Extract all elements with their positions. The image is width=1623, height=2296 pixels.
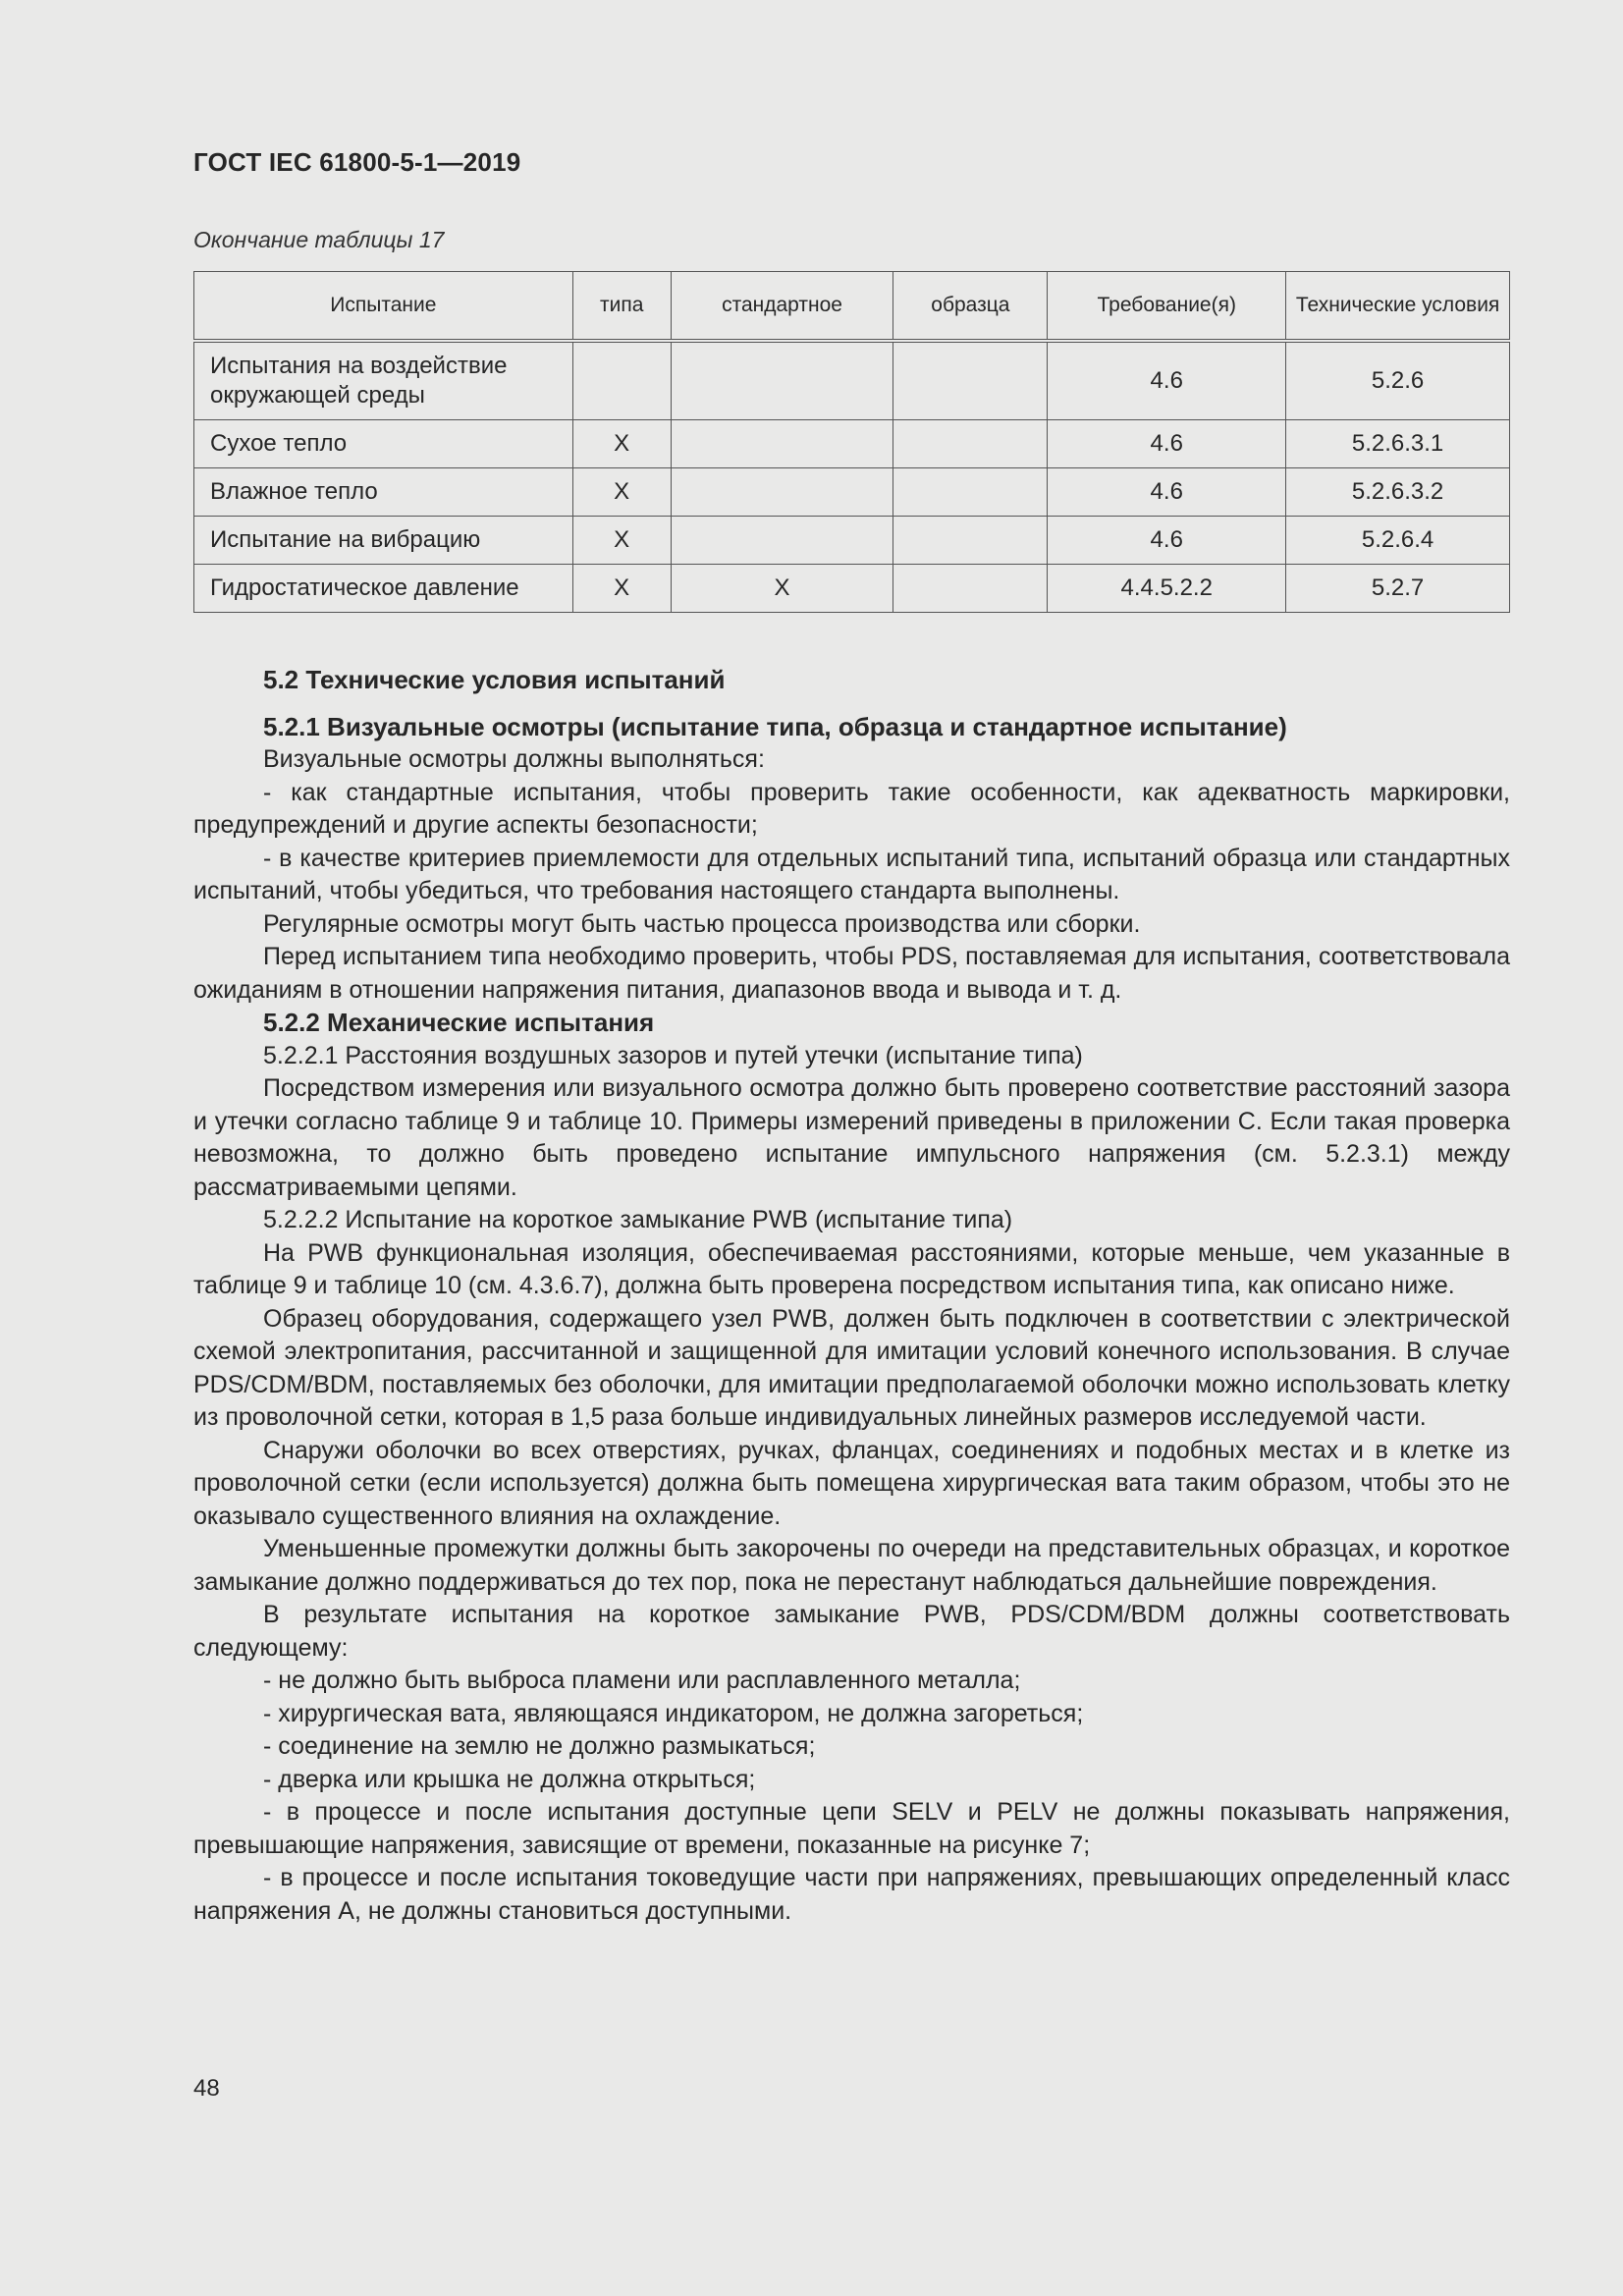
paragraph: Посредством измерения или визуального осмотра должно быть проверено соответствие расстояний зазора и утечки согласно таблице 9 и таблице 10. Примеры измерений приведены в приложении С. Если такая проверка невозможна, то должно быть проведено испытание импульсного напряжения (см. 5.2.3.1) между рассматриваемыми цепями.: [193, 1074, 1510, 1201]
subsection-heading-5-2-2-1: 5.2.2.1 Расстояния воздушных зазоров и путей утечки (испытание типа): [263, 1041, 1083, 1069]
section-heading-5-2: 5.2 Технические условия испытаний: [263, 665, 726, 694]
table-cell: Гидростатическое давление: [194, 565, 573, 613]
table-row: [194, 341, 1510, 420]
list-item: - не должно быть выброса пламени или расплавленного металла;: [263, 1667, 1021, 1694]
table-row: [194, 420, 1510, 468]
table-cell: 5.2.6: [1286, 341, 1510, 420]
column-header-specifications: Технические условия: [1286, 272, 1510, 342]
table-cell: 5.2.6.4: [1286, 517, 1510, 565]
section-heading-5-2-2: 5.2.2 Механические испытания: [263, 1008, 655, 1037]
table-cell: [893, 517, 1048, 565]
table-cell: 4.6: [1048, 341, 1286, 420]
table-cell: 4.4.5.2.2: [1048, 565, 1286, 613]
table-cell: Испытания на воздействие окружающей среды: [194, 341, 573, 420]
table-cell: X: [572, 517, 671, 565]
table-cell: 5.2.7: [1286, 565, 1510, 613]
table-cell: X: [671, 565, 893, 613]
list-item: - хирургическая вата, являющаяся индикатором, не должна загореться;: [263, 1699, 1084, 1727]
column-header-routine: стандартное: [671, 272, 893, 342]
table-row: [194, 565, 1510, 613]
paragraph: Перед испытанием типа необходимо проверить, чтобы PDS, поставляемая для испытания, соответствовала ожиданиям в отношении напряжения питания, диапазонов ввода и вывода и т. д.: [193, 943, 1510, 1004]
table-cell: [671, 468, 893, 517]
paragraph: Регулярные осмотры могут быть частью процесса производства или сборки.: [263, 909, 1141, 938]
table-cell: Влажное тепло: [194, 468, 573, 517]
paragraph: Образец оборудования, содержащего узел PWB, должен быть подключен в соответствии с электрической схемой электропитания, рассчитанной и защищенной для имитации условий конечного использования. В случае PDS/CDM/BDM, поставляемых без оболочки, для имитации предполагаемой оболочки можно использовать клетку из проволочной сетки, которая в 1,5 раза больше индивидуальных линейных размеров исследуемой части.: [193, 1304, 1510, 1431]
subsection-heading-5-2-2-2: 5.2.2.2 Испытание на короткое замыкание PWB (испытание типа): [263, 1206, 1013, 1233]
table-caption: Окончание таблицы 17: [193, 227, 445, 252]
paragraph: На PWB функциональная изоляция, обеспечиваемая расстояниями, которые меньше, чем указанные в таблице 9 и таблице 10 (см. 4.3.6.7), должна быть проверена посредством испытания типа, как описано ниже.: [193, 1238, 1510, 1299]
paragraph: В результате испытания на короткое замыкание PWB, PDS/CDM/BDM должны соответствовать следующему:: [193, 1601, 1510, 1662]
list-item: - в качестве критериев приемлемости для отдельных испытаний типа, испытаний образца или стандартных испытаний, чтобы убедиться, что требования настоящего стандарта выполнены.: [193, 844, 1510, 904]
column-header-requirements: Требование(я): [1048, 272, 1286, 342]
paragraph: Визуальные осмотры должны выполняться:: [263, 745, 765, 773]
table-cell: [671, 517, 893, 565]
list-item: - как стандартные испытания, чтобы проверить такие особенности, как адекватность маркировки, предупреждений и другие аспекты безопасности;: [193, 778, 1510, 839]
document-code-header: ГОСТ IEC 61800-5-1—2019: [193, 147, 521, 177]
table-cell: Сухое тепло: [194, 420, 573, 468]
table-row: [194, 517, 1510, 565]
table-cell: X: [572, 420, 671, 468]
table-cell: [893, 565, 1048, 613]
page-number: 48: [193, 2075, 220, 2102]
table-cell: X: [572, 468, 671, 517]
table-cell: [893, 468, 1048, 517]
table-cell: X: [572, 565, 671, 613]
column-header-sample: образца: [893, 272, 1048, 342]
column-header-type: типа: [572, 272, 671, 342]
table-cell: 5.2.6.3.1: [1286, 420, 1510, 468]
list-item: - в процессе и после испытания токоведущие части при напряжениях, превышающих определенный класс напряжения А, не должны становиться доступными.: [193, 1864, 1510, 1925]
column-header-test: Испытание: [194, 272, 573, 342]
list-item: - дверка или крышка не должна открыться;: [263, 1765, 756, 1793]
paragraph: Снаружи оболочки во всех отверстиях, ручках, фланцах, соединениях и подобных местах и в клетке из проволочной сетки (если используется) должна быть помещена хирургическая вата таким образом, чтобы это не оказывало существенного влияния на охлаждение.: [193, 1436, 1510, 1530]
table-cell: 4.6: [1048, 420, 1286, 468]
table-cell: [572, 341, 671, 420]
table-cell: Испытание на вибрацию: [194, 517, 573, 565]
table-cell: [893, 341, 1048, 420]
table-row: [194, 468, 1510, 517]
paragraph: Уменьшенные промежутки должны быть закорочены по очереди на представительных образцах, и короткое замыкание должно поддерживаться до тех пор, пока не перестанут наблюдаться дальнейшие повреждения.: [193, 1535, 1510, 1596]
list-item: - соединение на землю не должно размыкаться;: [263, 1732, 816, 1760]
table-cell: 5.2.6.3.2: [1286, 468, 1510, 517]
table-header-row: [194, 272, 1510, 342]
section-heading-5-2-1: 5.2.1 Визуальные осмотры (испытание типа, образца и стандартное испытание): [263, 711, 1287, 741]
test-table: [193, 271, 1510, 613]
table-cell: [671, 420, 893, 468]
table-cell: [893, 420, 1048, 468]
table-cell: [671, 341, 893, 420]
body-text: [193, 664, 1510, 1928]
list-item: - в процессе и после испытания доступные цепи SELV и PELV не должны показывать напряжения, превышающие напряжения, зависящие от времени, показанные на рисунке 7;: [193, 1798, 1510, 1859]
table-cell: 4.6: [1048, 468, 1286, 517]
table-cell: 4.6: [1048, 517, 1286, 565]
